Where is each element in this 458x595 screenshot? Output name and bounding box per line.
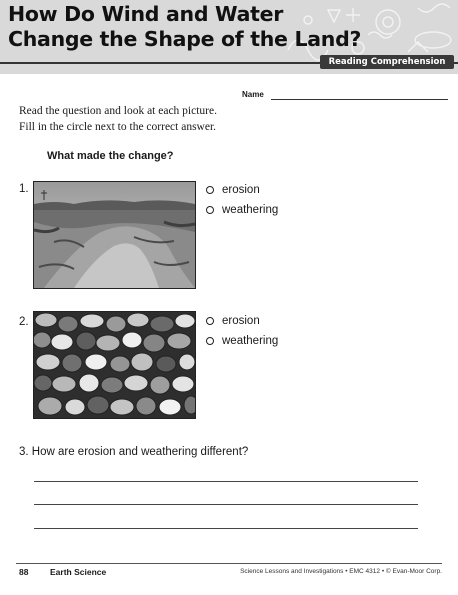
answer-line-1[interactable] (34, 481, 418, 482)
footer-rule (16, 563, 442, 564)
q1-option-weathering[interactable] (206, 204, 278, 216)
radio-circle-icon[interactable] (206, 206, 214, 214)
footer-section: Earth Science (50, 567, 107, 577)
q1-option-erosion[interactable] (206, 184, 260, 196)
page-number: 88 (19, 567, 29, 577)
question-prompt: What made the change? (47, 150, 174, 162)
radio-circle-icon[interactable] (206, 337, 214, 345)
title-line-1: How Do Wind and Water (8, 2, 284, 26)
answer-line-2[interactable] (34, 504, 418, 505)
question-3: 3. How are erosion and weathering different? (19, 446, 249, 458)
title-line-2: Change the Shape of the Land? (8, 27, 362, 51)
eroded-gully-photo (33, 181, 196, 289)
q2-option-weathering-label: weathering (222, 335, 279, 347)
question-1-number: 1. (19, 183, 29, 195)
name-write-line[interactable] (271, 99, 448, 100)
q1-option-erosion-label: erosion (222, 184, 260, 196)
name-label: Name (242, 90, 264, 99)
instructions (19, 103, 217, 135)
pebbles-photo (33, 311, 196, 419)
question-2-number: 2. (19, 316, 29, 328)
instructions-line-1: Read the question and look at each picture. (19, 105, 217, 117)
header-banner (0, 0, 458, 74)
q2-option-erosion[interactable] (206, 315, 260, 327)
radio-circle-icon[interactable] (206, 186, 214, 194)
answer-line-3[interactable] (34, 528, 418, 529)
radio-circle-icon[interactable] (206, 317, 214, 325)
section-badge: Reading Comprehension (320, 55, 454, 69)
q2-option-erosion-label: erosion (222, 315, 260, 327)
footer-credit: Science Lessons and Investigations • EMC 4312 • © Evan-Moor Corp. (240, 568, 442, 575)
instructions-line-2: Fill in the circle next to the correct answer. (19, 121, 217, 133)
name-field[interactable] (242, 89, 448, 101)
q1-option-weathering-label: weathering (222, 204, 279, 216)
q2-option-weathering[interactable] (206, 335, 278, 347)
page-title (8, 2, 361, 52)
